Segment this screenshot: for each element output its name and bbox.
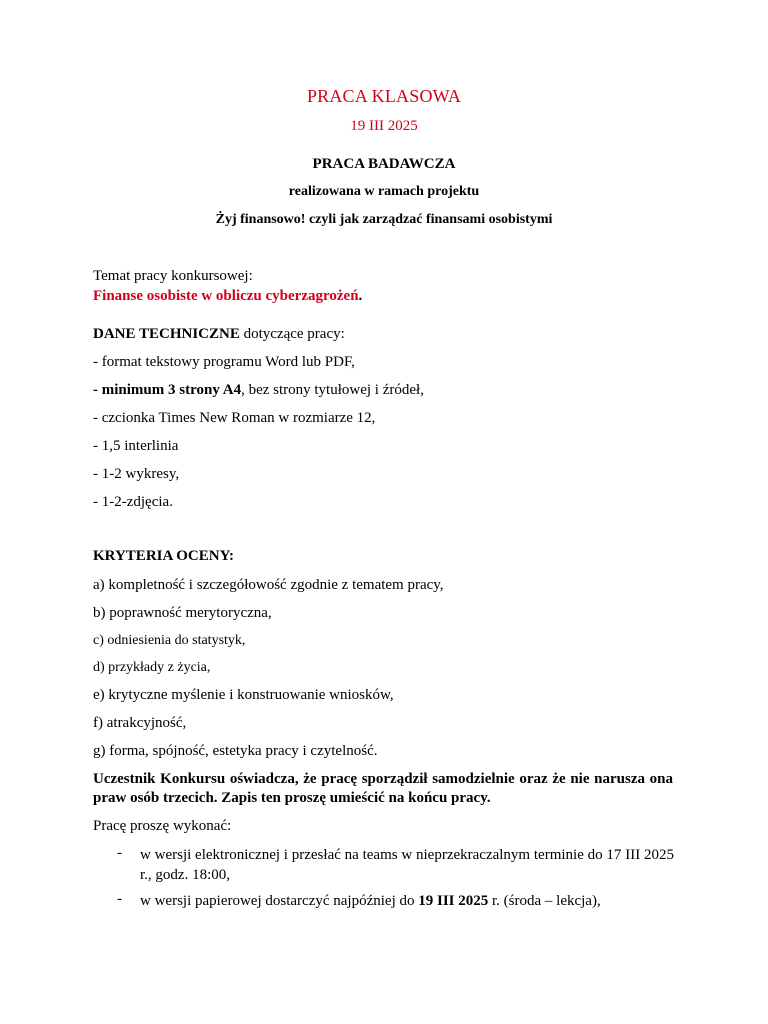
instructions-intro: Pracę proszę wykonać:	[93, 818, 232, 834]
topic-title: Finanse osobiste w obliczu cyberzagrożeń	[93, 288, 359, 304]
instruction-bullet-paper-prefix: w wersji papierowej dostarczyć najpóźniej do	[140, 893, 419, 909]
technical-heading-rest: dotyczące pracy:	[239, 326, 345, 342]
criteria-item: c) odniesienia do statystyk,	[93, 633, 246, 648]
instruction-bullet-paper-rest: r. (środa – lekcja),	[488, 893, 601, 909]
bullet-mark: -	[117, 845, 122, 861]
topic-title-end: .	[358, 288, 363, 304]
criteria-item: d) przykłady z życia,	[93, 660, 211, 675]
instruction-bullet-paper	[140, 891, 674, 911]
project-name: Żyj finansowo! czyli jak zarządzać finansami osobistymi	[215, 212, 553, 227]
document-date: 19 III 2025	[350, 118, 418, 134]
document-title: PRACA KLASOWA	[306, 86, 462, 106]
criteria-item: g) forma, spójność, estetyka pracy i czytelność.	[93, 743, 378, 759]
technical-item: - 1-2-zdjęcia.	[93, 494, 173, 510]
criteria-item: a) kompletność i szczegółowość zgodnie z tematem pracy,	[93, 577, 444, 593]
bullet-mark: -	[117, 891, 122, 907]
technical-item-bold: minimum 3 strony A4	[101, 382, 242, 398]
instruction-bullet-electronic: w wersji elektronicznej i przesłać na teams w nieprzekraczalnym terminie do 17 III 2025 r., godz. 18:00,	[140, 847, 674, 883]
instruction-bullet-paper-date: 19 III 2025	[418, 893, 489, 909]
topic-label: Temat pracy konkursowej:	[93, 268, 253, 284]
technical-heading	[93, 326, 345, 343]
criteria-heading: KRYTERIA OCENY:	[93, 548, 235, 564]
criteria-item: e) krytyczne myślenie i konstruowanie wniosków,	[93, 687, 394, 703]
technical-item-prefix: -	[93, 382, 102, 398]
project-line: realizowana w ramach projektu	[288, 184, 480, 199]
technical-item: - czcionka Times New Roman w rozmiarze 12,	[93, 410, 376, 426]
technical-item: - format tekstowy programu Word lub PDF,	[93, 354, 355, 370]
topic-title-line	[93, 288, 362, 305]
technical-item-rest: , bez strony tytułowej i źródeł,	[241, 382, 424, 398]
criteria-item: b) poprawność merytoryczna,	[93, 605, 272, 621]
technical-heading-bold: DANE TECHNICZNE	[93, 326, 240, 342]
technical-item: - 1,5 interlinia	[93, 438, 179, 454]
criteria-item: f) atrakcyjność,	[93, 715, 187, 731]
technical-item: - 1-2 wykresy,	[93, 466, 180, 482]
document-subtitle: PRACA BADAWCZA	[312, 156, 456, 172]
technical-item	[93, 382, 424, 399]
declaration-paragraph: Uczestnik Konkursu oświadcza, że pracę sporządził samodzielnie oraz że nie narusza ona praw osób trzecich. Zapis ten proszę umieścić na końcu pracy.	[93, 771, 673, 806]
